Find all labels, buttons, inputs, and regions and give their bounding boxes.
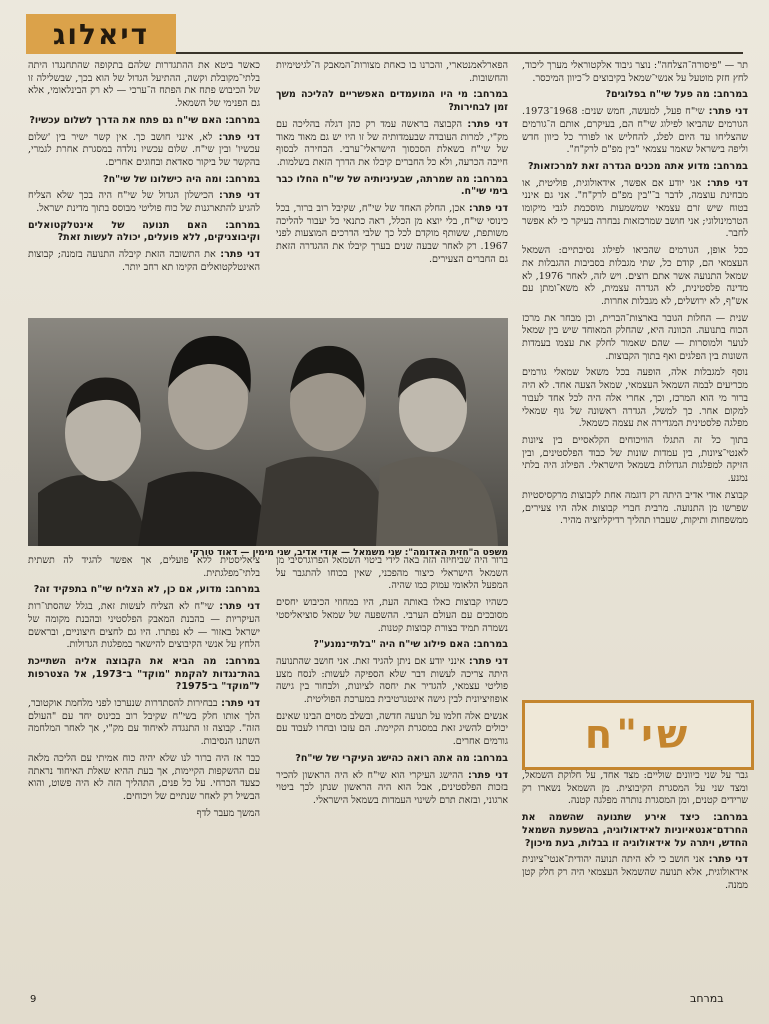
paragraph-text: אנשים אלה חלמו על תנועה חדשה, ובשלב מסוים הבינו שאינם יכולים להשיג זאת במסגרת הקיימת. הם עזבו ובחרו לעבוד עם גורמים אחרים. <box>276 710 508 748</box>
paragraph-text: ציאליסטית ללא פועלים, אך אפשר להגיד לה תשתית בלתי־מפלגתית. <box>28 555 260 579</box>
paragraph <box>522 60 748 85</box>
photo-illustration <box>28 318 508 546</box>
paragraph-text: כבר אז היה ברור לנו שלא יהיה כוח אמיתי עם הליכה מלאה עם ההשקפות הקיימות, אך בעת ההיא שאלת האיחוד נראתה כצעד הכרחי. על כל פנים, התהליך הזה לא היה פשוט, והוא הבשיל רק לאחר שנתיים של ויכוחים. <box>28 752 260 802</box>
shih-logo-text: שי"ח <box>584 712 692 758</box>
interview-question: במרחב: כיצד אירע שתנועה שהשמה את החרדם־אנטאיוניות לאידאולוגיה, בהשפעת השמאל החדש, ויתרה על אידאולוגיה זו בבלות, בעת מיכון? <box>522 812 748 849</box>
speaker-name: דני פתר: <box>701 177 748 189</box>
interview-question: במרחב: ומה היה כישלונו של שי"ח? <box>103 173 260 185</box>
shih-logo-box <box>522 700 754 770</box>
paragraph <box>522 178 748 242</box>
paragraph <box>522 490 748 528</box>
paragraph <box>28 249 260 274</box>
speaker-name: דני פתר: <box>704 854 748 866</box>
paragraph-text: נוסף למגבלות אלה, הופעה בכל משאל שמאלי גורמים מכריעים לבמה השמאל העצמאי, שמאל הצעה אחד. לא היה ברור מי הוא המרכז, וכך, אחרי אלה היה לכל אחד לעבור למקום אחר. כך למשל, הגדרה ראשונה של גוף שמאלי מפלגה פלסטינית המגדירה את עצמה כשמאל. <box>522 367 748 430</box>
paragraph <box>522 245 748 309</box>
paragraph <box>276 555 508 593</box>
section-header <box>26 14 176 54</box>
speaker-name: דני פתר: <box>465 203 508 215</box>
interview-question: במרחב: מי היו המועמדים האפשריים להליכה משך זמן לבחירות? <box>276 89 508 114</box>
column-left <box>28 60 260 312</box>
header-rule <box>176 52 743 54</box>
speaker-name: דני פתר: <box>463 769 508 781</box>
paragraph <box>28 601 260 652</box>
paragraph <box>276 711 508 749</box>
interview-question: במרחב: מה שמרתה, שבעיניותיה של שי"ח החלו כבר בימי שי"ח. <box>276 173 508 198</box>
speaker-name: דני פתר: <box>465 655 508 667</box>
speaker-name: דני פתר: <box>213 601 260 613</box>
interview-question: במרחב: מה הביא את הקבוצה אליה השתייכת בהת־נגדות להקמת "מוקד" ב־1973, אל הצטרפות ל"מוקד" ב־1975? <box>28 655 260 693</box>
interview-question: במרחב: האם שי"ח גם פתח את הדרך לשלום עכשיו? <box>29 114 260 126</box>
paragraph-text: המשך מעבר לדף <box>196 807 260 819</box>
column-right-lower <box>522 770 748 980</box>
paragraph-text: שנית — החלות הגובר בארצות־הברית, וכן מבחר את מרכז הכוח בתנועה. הכוונה היא, שהחלק המאוחד שיש בין שמאל לנוער ולמוסרות — שהם שאמור לחלק את עצמו בעמדות השונות בין הפלגים ואף בתוך הקבוצות. <box>522 312 748 362</box>
paragraph-text: אינני יודע אם ניתן להגיד זאת. אני חושב שהתנועה היתה צריכה לעשות דבר שלא הספיקה לעשות: לנסח מצע פוליטי עצמאי, להגדיר את יחסה לציונות, ולבחור בין גישה אופוזיציונית לבין גישה אינטגרטיבית במערכת הפוליטית. <box>276 655 508 706</box>
speaker-name: דני פתר: <box>213 190 260 202</box>
paragraph-text: גבר על שני כיוונים שוליים: מצד אחד, על חלוקת השמאל, ומצד שני על המסגרת הקיבוצית. מן השמאל נשארו רק שרידים קטנים, ומן המסגרת נותרה מפלגה קטנה. <box>522 770 748 807</box>
column-left-lower <box>28 555 260 980</box>
paragraph <box>276 770 508 808</box>
paragraph-text: שי"ח לא הצליח לעשות זאת, בגלל שהסתו־רות העיקריות — בהבנת המאבק הפלסטיני ובהבנת מקומה של ישראל באזור — לא נפתרו. היו גם לחצים חיצוניים, ובראשם הלחץ על אנשי הקיבוצים להישאר במפלגות הגדולות. <box>28 601 260 651</box>
section-title: דיאלוג <box>52 17 150 51</box>
paragraph-text: כשהיו קבוצות כאלו באותה העת, היו במחוזי הכיבוש יחסים מסובכים עם העולם הערבי. ההשפעה של שמאל סוציאליסטי נשמרה תמיד בצורת קבוצות קטנות. <box>276 597 508 634</box>
paragraph-text: קבוצת אודי אדיב היתה רק דוגמה אחת לקבוצות מרקסיסטיות שפרשו מן התנועה. מרבית חברי קבוצות אלה היו צעירים, ממשפחות ותיקות, שעברו תהליך רדיקליזציה מהיר. <box>522 489 748 527</box>
paragraph <box>28 753 260 804</box>
speaker-name: דני פתר: <box>212 131 260 143</box>
paragraph-text: את התשובה הזאת קיבלה התנועה בזמנה; קבוצות האינטלקטואלים הקימו תא רחב יותר. <box>28 249 260 273</box>
paragraph <box>28 190 260 215</box>
paragraph <box>28 698 260 749</box>
paragraph <box>522 770 748 808</box>
paragraph-text: שי"ח פעל, למעשה, חמש שנים: 1968־1973. הגורמים שהביאו לפילוג שי"ח הם, בעיקרם, אותם ה־גורמים שהצליחו עד היום לפלג, להחליש או לפורר כל כיוון חדש וליפה בישראל שאמר עצמאי "בין מפ"ם לרק"ח". <box>522 106 748 156</box>
paragraph-text: בבחירות להסתדרות שנערכו לפני מלחמת אוקטובר, הלך אותו חלק בשי"ח שקיבל רוב בכינוס יחד עם "העולם הזה". קבוצה זו התנגדה לאיחוד עם מק"י, אך לאחר המלחמה השתנו הנסיבות. <box>28 698 260 748</box>
interview-question: במרחב: מדוע, אם כן, לא הצליח שי"ח בתפקיד זה? <box>33 584 260 596</box>
footer-magazine-name: במרחב <box>690 992 724 1005</box>
speaker-name: דני פתר: <box>704 106 748 118</box>
paragraph <box>276 203 508 267</box>
interview-question: במרחב: מה פעל שי"ח בפלוגים? <box>605 89 748 101</box>
paragraph <box>28 555 260 580</box>
paragraph <box>276 597 508 635</box>
paragraph <box>28 60 260 111</box>
column-middle-lower <box>276 555 508 980</box>
speaker-name: דני פתר: <box>461 118 508 130</box>
paragraph-text: הכישלון הגדול של שי"ח היה בכך שלא הצליח להגיע להתארגנות של כוח פוליטי מבוסס בתוך מדינת ישראל. <box>28 190 260 215</box>
paragraph-text: תר — "פיסורה־הצלחה": נוצר גיבוד אלקטוראלי מערך ליכוד, לחץ חזק מוטעל על אנשי־שמאל בקיבוצים ל־כיוון המיכסר. <box>522 60 748 84</box>
interview-question: במרחב: מה אתה רואה כהישג העיקרי של שי"ח? <box>295 752 508 764</box>
paragraph-text: בתוך כל זה התגלו הוויכוחים הקלאסיים בין ציונות לאנטי־ציונות, בין עמדות שונות של כבוד הפלסטינים, ובין הזיקה למפלגות הגדולות בשמאל הישראלי. הפילוג היה בלתי נמנע. <box>522 434 748 485</box>
paragraph-text: הקבוצה בראשה עמד רק כהן דגלה בהליכה עם מק"י, למרות העובדה שבעמדותיה של זו היו יש גם מאוד מאוד של שי"ח בשאלת הסכסוך הישראלי־ערבי. הבחירה לבסוף חייבה הכרעה, ולא כל החברים קיבלו את הדרך הזאת בשלמות. <box>276 118 508 168</box>
interview-question: במרחב: מדוע אתה מכנים הגדרה זאת למרכזאות? <box>528 160 748 172</box>
page-number: 9 <box>30 994 37 1005</box>
paragraph-text: לא, אינני חושב כך. אין קשר ישיר בין 'שלום עכשיו' ובין שי"ח. שלום עכשיו נולדה במסגרת אחרת לגמרי, בהקשר של ביקור סאדאת ובחוגים אחרים. <box>28 131 260 168</box>
paragraph <box>276 656 508 707</box>
column-middle <box>276 60 508 312</box>
paragraph-text: אכן, החלק האחד של שי"ח, שקיבל רוב ברור, בכל כינוסי שי"ח, בלי יוצא מן הכלל, ראה כתנאי כל יעבור להליכה משותפת, ששותף מוקדם לכל כך שלבי הדרכים המוצעות לפני 1967. רק לאחר שבעה שנים בערך קיבלו את ההגדרה הזאת גם החברים הצעירים. <box>276 203 508 265</box>
paragraph-text: אני יודע אם אפשר, אידאולוגית, פוליטית, או מבחינת עוצמה, לדבר ב־"בין מפ"ם לרק"ח". אני גם אינני בטוח שיש זרם עצמאי שמשמעות מוסכמת לגבי מיקומו הטרמינולוגי; אני חושב שמרכזאות נבחרה בעיקר כי לא אפשר לחבר. <box>522 177 748 240</box>
paragraph <box>276 60 508 85</box>
paragraph-text: אני חושב כי לא היתה תנועה יהודית־אנטי־ציונית אידאולוגית, אלא תנועה שהשמאל העצמאי היה רק חלק קטן ממנה. <box>522 854 748 891</box>
paragraph-text: ברור היה שביחיזה הזה באה לידי ביטוי השמאל הפרוגרסיבי מן השמאל הישראלי כיצור מהפכני, שאין בכוחו להתגבר על המפעל הלאומי עמוק כמו שהיה. <box>276 555 508 592</box>
paragraph <box>522 367 748 431</box>
paragraph <box>522 313 748 364</box>
paragraph-text: ההישג העיקרי הוא שי"ח לא היה הראשון להכיר בזכות הפלסטינים, אבל הוא היה הראשון שנתן לכך ביטוי ארגוני, ובזאת תרם לשינוי העמדות בשמאל הישראלי. <box>276 769 508 806</box>
paragraph <box>276 119 508 170</box>
paragraph <box>28 808 260 821</box>
group-photo <box>28 318 508 546</box>
paragraph <box>28 132 260 170</box>
speaker-name: דני פתר: <box>217 698 260 710</box>
speaker-name: דני פתר: <box>215 249 260 261</box>
paragraph-text: ככל אופן, הגורמים שהביאו לפילוג נסיבתיים: השמאל העצמאי הם, קודם כל, שתי מגבלות בסביבות ההגבלות את שמאל התנועה אשר אתם רוצים. ויש לזה, לאחר 1976, לא מדינה פלסטינית, לא הגדרה עצמית, לא משא־ומתן עם אש"ף, לא ירושלים, לא מגבלות אחרות. <box>522 245 748 307</box>
paragraph-text: הפארלאמנטארי, והכרנו בו כאחת מצורות־המאבק ה־לגיטימיות והחשובות. <box>276 60 508 84</box>
paragraph <box>522 106 748 157</box>
paragraph-text: כאשר ביטא את ההתגדרות שלהם בתקופה שהתחנגדו היתה בלתי־מקובלת וקשה, ההתיעל הגדול של הוא בכך, שבשלילה זו של הכיבוש פתח את הפתח ה־ערכי — לא רק הבינלאומי, אלא גם הפנימי של השמאל. <box>28 60 260 110</box>
interview-question: במרחב: האם פילוג שי"ח היה "בלתי־נמנע"? <box>313 639 508 651</box>
interview-question: במרחב: האם תנועה של אינטלקטואלים וקיבוצניקים, ללא פועלים, יכולה לעשות זאת? <box>28 219 260 244</box>
photo-caption: משפט ה"חזית האדומה": שני משמאל — אודי אדיב, שני מימין — דאוד טורקי <box>190 548 508 558</box>
paragraph <box>522 435 748 486</box>
paragraph <box>522 854 748 892</box>
